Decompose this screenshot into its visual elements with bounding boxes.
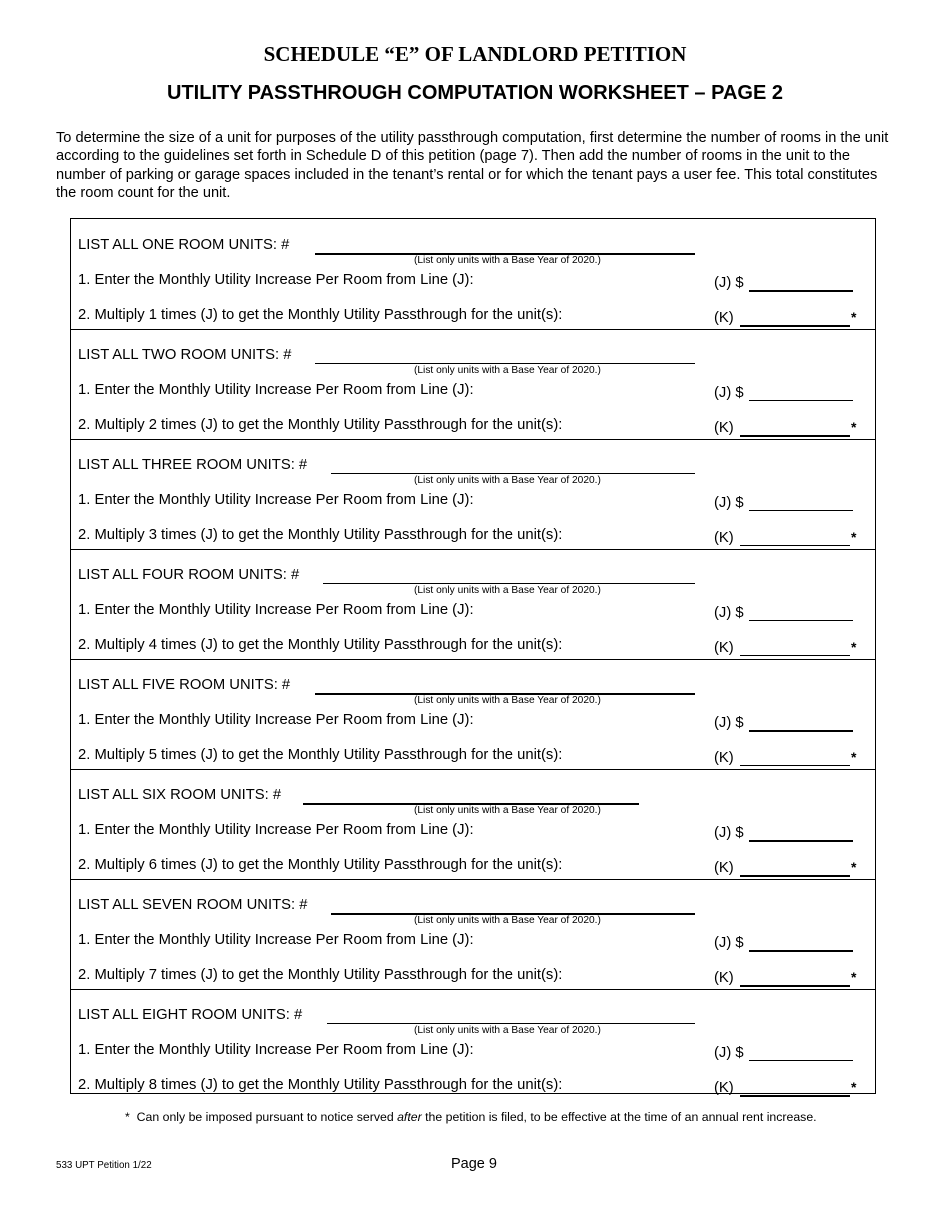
base-year-note: (List only units with a Base Year of 2020.) xyxy=(414,915,601,926)
section-one-room xyxy=(71,219,875,330)
j-label: (J) $ xyxy=(714,605,744,621)
j-amount-field[interactable] xyxy=(749,840,853,842)
k-amount-field[interactable] xyxy=(740,985,850,987)
k-label: (K) xyxy=(714,420,734,436)
unit-list-field[interactable] xyxy=(323,583,695,584)
asterisk-mark: * xyxy=(851,859,857,875)
j-amount-field[interactable] xyxy=(749,1060,853,1061)
section-three-room xyxy=(71,439,875,550)
asterisk-mark: * xyxy=(851,529,857,545)
list-units-label: LIST ALL FOUR ROOM UNITS: # xyxy=(78,567,300,583)
line1-instruction: 1. Enter the Monthly Utility Increase Per Room from Line (J): xyxy=(78,272,474,288)
k-amount-field[interactable] xyxy=(740,655,850,656)
line1-instruction: 1. Enter the Monthly Utility Increase Per Room from Line (J): xyxy=(78,382,474,398)
k-label: (K) xyxy=(714,1080,734,1096)
j-label: (J) $ xyxy=(714,1045,744,1061)
line2-instruction: 2. Multiply 5 times (J) to get the Monthly Utility Passthrough for the unit(s): xyxy=(78,747,563,763)
worksheet-box xyxy=(70,218,876,1094)
asterisk-mark: * xyxy=(851,639,857,655)
k-amount-field[interactable] xyxy=(740,765,850,766)
j-label: (J) $ xyxy=(714,825,744,841)
k-label: (K) xyxy=(714,310,734,326)
line1-instruction: 1. Enter the Monthly Utility Increase Per Room from Line (J): xyxy=(78,822,474,838)
line2-instruction: 2. Multiply 1 times (J) to get the Monthly Utility Passthrough for the unit(s): xyxy=(78,307,563,323)
asterisk-mark: * xyxy=(851,419,857,435)
line1-instruction: 1. Enter the Monthly Utility Increase Per Room from Line (J): xyxy=(78,1042,474,1058)
list-units-label: LIST ALL THREE ROOM UNITS: # xyxy=(78,457,308,473)
list-units-label: LIST ALL SIX ROOM UNITS: # xyxy=(78,787,282,803)
k-amount-field[interactable] xyxy=(740,875,850,877)
list-units-label: LIST ALL SEVEN ROOM UNITS: # xyxy=(78,897,308,913)
k-amount-field[interactable] xyxy=(740,545,850,546)
section-two-room xyxy=(71,329,875,440)
k-label: (K) xyxy=(714,750,734,766)
unit-list-field[interactable] xyxy=(315,363,695,364)
list-units-label: LIST ALL ONE ROOM UNITS: # xyxy=(78,237,290,253)
base-year-note: (List only units with a Base Year of 2020.) xyxy=(414,585,601,596)
j-amount-field[interactable] xyxy=(749,400,853,401)
unit-list-field[interactable] xyxy=(331,473,695,474)
form-id: 533 UPT Petition 1/22 xyxy=(56,1160,152,1171)
list-units-label: LIST ALL TWO ROOM UNITS: # xyxy=(78,347,292,363)
base-year-note: (List only units with a Base Year of 2020.) xyxy=(414,805,601,816)
k-label: (K) xyxy=(714,640,734,656)
section-six-room xyxy=(71,769,875,880)
j-amount-field[interactable] xyxy=(749,290,853,292)
line2-instruction: 2. Multiply 6 times (J) to get the Monthly Utility Passthrough for the unit(s): xyxy=(78,857,563,873)
asterisk-mark: * xyxy=(851,309,857,325)
line1-instruction: 1. Enter the Monthly Utility Increase Per Room from Line (J): xyxy=(78,712,474,728)
base-year-note: (List only units with a Base Year of 2020.) xyxy=(414,475,601,486)
j-label: (J) $ xyxy=(714,385,744,401)
line2-instruction: 2. Multiply 8 times (J) to get the Monthly Utility Passthrough for the unit(s): xyxy=(78,1077,563,1093)
page-number: Page 9 xyxy=(451,1156,497,1172)
section-four-room xyxy=(71,549,875,660)
section-seven-room xyxy=(71,879,875,990)
line1-instruction: 1. Enter the Monthly Utility Increase Per Room from Line (J): xyxy=(78,932,474,948)
j-label: (J) $ xyxy=(714,715,744,731)
k-label: (K) xyxy=(714,970,734,986)
footnote-asterisk: * xyxy=(125,1110,130,1124)
worksheet-title: UTILITY PASSTHROUGH COMPUTATION WORKSHEET – PAGE 2 xyxy=(167,82,783,104)
line2-instruction: 2. Multiply 3 times (J) to get the Monthly Utility Passthrough for the unit(s): xyxy=(78,527,563,543)
intro-paragraph: To determine the size of a unit for purposes of the utility passthrough computation, first determine the number of rooms in the unit according to the guidelines set forth in Schedule D of this petition (page 7). Then add the number of rooms in the unit to the number of parking or garage spaces included in the tenant’s rental or for which the tenant pays a user fee. This total constitutes the room count for the unit. xyxy=(56,130,889,201)
section-five-room xyxy=(71,659,875,770)
footnote xyxy=(125,1110,817,1124)
section-eight-room xyxy=(71,989,875,1099)
j-amount-field[interactable] xyxy=(749,620,853,621)
k-label: (K) xyxy=(714,860,734,876)
base-year-note: (List only units with a Base Year of 2020.) xyxy=(414,365,601,376)
line1-instruction: 1. Enter the Monthly Utility Increase Per Room from Line (J): xyxy=(78,602,474,618)
j-amount-field[interactable] xyxy=(749,730,853,732)
asterisk-mark: * xyxy=(851,969,857,985)
footnote-text-end: the petition is filed, to be effective at the time of an annual rent increase. xyxy=(421,1110,817,1124)
line2-instruction: 2. Multiply 4 times (J) to get the Monthly Utility Passthrough for the unit(s): xyxy=(78,637,563,653)
unit-list-field[interactable] xyxy=(327,1023,695,1024)
base-year-note: (List only units with a Base Year of 2020.) xyxy=(414,255,601,266)
j-label: (J) $ xyxy=(714,495,744,511)
list-units-label: LIST ALL FIVE ROOM UNITS: # xyxy=(78,677,291,693)
schedule-title: SCHEDULE “E” OF LANDLORD PETITION xyxy=(263,42,687,66)
k-amount-field[interactable] xyxy=(740,325,850,327)
k-amount-field[interactable] xyxy=(740,1095,850,1097)
footnote-text-start: Can only be imposed pursuant to notice served xyxy=(136,1110,398,1124)
k-label: (K) xyxy=(714,530,734,546)
k-amount-field[interactable] xyxy=(740,435,850,437)
asterisk-mark: * xyxy=(851,1079,857,1095)
line2-instruction: 2. Multiply 7 times (J) to get the Monthly Utility Passthrough for the unit(s): xyxy=(78,967,563,983)
line1-instruction: 1. Enter the Monthly Utility Increase Per Room from Line (J): xyxy=(78,492,474,508)
j-label: (J) $ xyxy=(714,275,744,291)
j-amount-field[interactable] xyxy=(749,510,853,511)
j-label: (J) $ xyxy=(714,935,744,951)
j-amount-field[interactable] xyxy=(749,950,853,952)
asterisk-mark: * xyxy=(851,749,857,765)
line2-instruction: 2. Multiply 2 times (J) to get the Monthly Utility Passthrough for the unit(s): xyxy=(78,417,563,433)
list-units-label: LIST ALL EIGHT ROOM UNITS: # xyxy=(78,1007,303,1023)
base-year-note: (List only units with a Base Year of 2020.) xyxy=(414,695,601,706)
base-year-note: (List only units with a Base Year of 2020.) xyxy=(414,1025,601,1036)
footnote-emphasis: after xyxy=(397,1110,422,1124)
